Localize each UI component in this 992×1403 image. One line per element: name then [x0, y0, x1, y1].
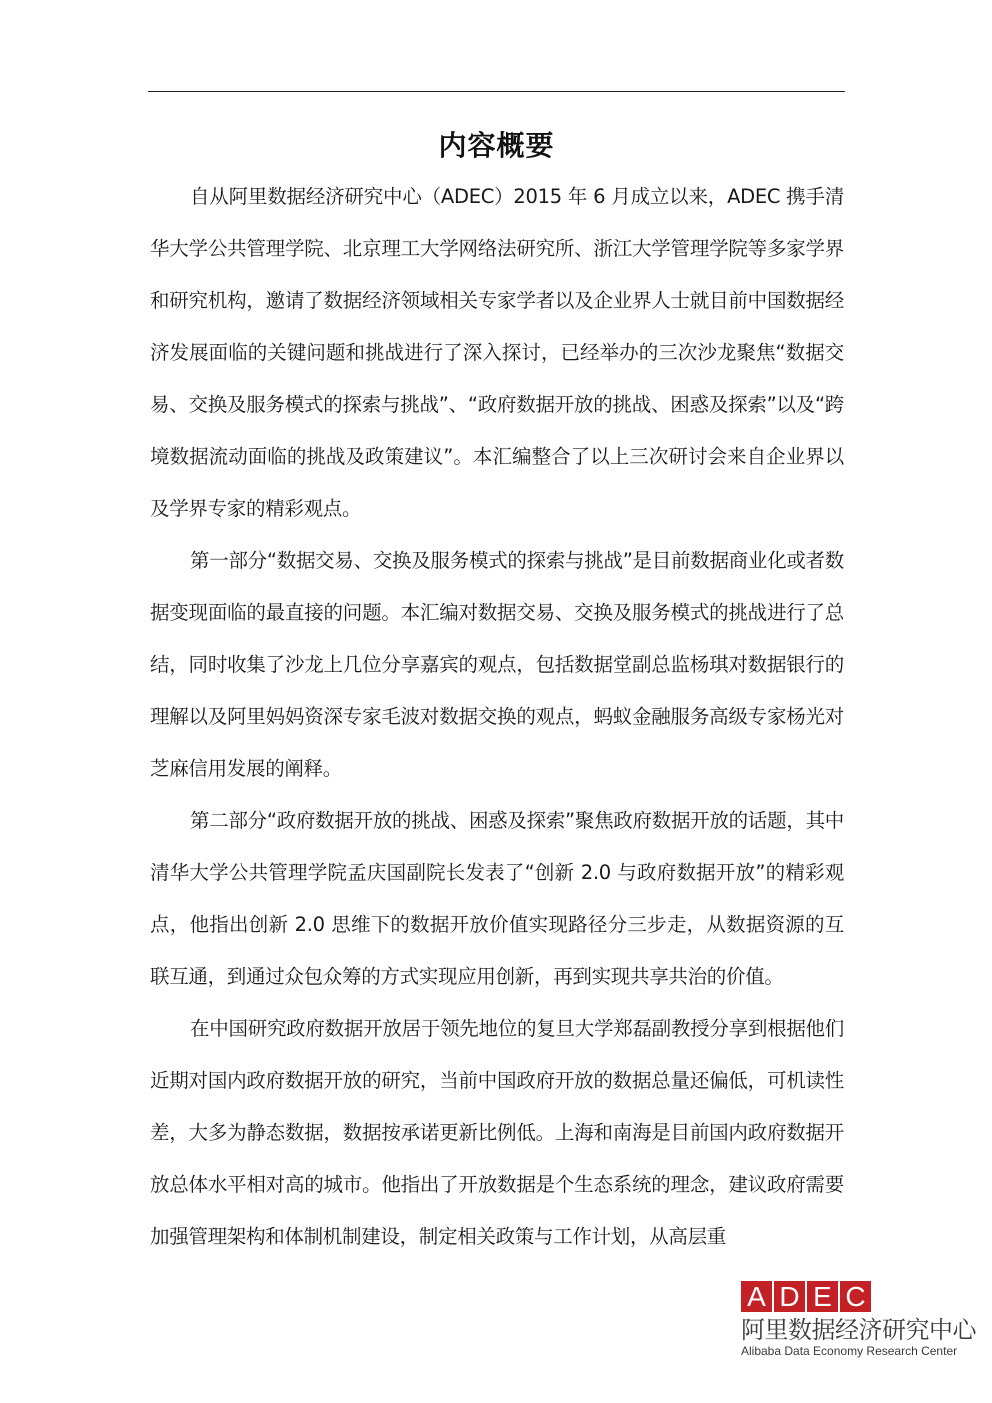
logo-name-english: Alibaba Data Economy Research Center	[741, 1344, 958, 1358]
paragraph-part-one: 第一部分“数据交易、交换及服务模式的探索与挑战”是目前数据商业化或者数据变现面临的最直接的问题。本汇编对数据交易、交换及服务模式的挑战进行了总结，同时收集了沙龙上几位分享嘉宾的观点，包括数据堂副总监杨琪对数据银行的理解以及阿里妈妈资深专家毛波对数据交换的观点，蚂蚁金融服务高级专家杨光对芝麻信用发展的阐释。	[150, 549, 844, 780]
paragraph-intro: 自从阿里数据经济研究中心（ADEC）2015 年 6 月成立以来，ADEC 携手清华大学公共管理学院、北京理工大学网络法研究所、浙江大学管理学院等多家学界和研究机构，邀请了数据经济领域相关专家学者以及企业界人士就目前中国数据经济发展面临的关键问题和挑战进行了深入探讨，已经举办的三次沙龙聚焦“数据交易、交换及服务模式的探索与挑战”、“政府数据开放的挑战、困惑及探索”以及“跨境数据流动面临的挑战及政策建议”。本汇编整合了以上三次研讨会来自企业界以及学界专家的精彩观点。	[150, 185, 844, 520]
logo-name-chinese: 阿里数据经济研究中心	[741, 1316, 976, 1344]
logo-letter-boxes	[741, 1281, 981, 1312]
paragraph-part-two: 第二部分“政府数据开放的挑战、困惑及探索”聚焦政府数据开放的话题，其中清华大学公共管理学院孟庆国副院长发表了“创新 2.0 与政府数据开放”的精彩观点，他指出创新 2.0 思维下的数据开放价值实现路径分三步走，从数据资源的互联互通，到通过众包众筹的方式实现应用创新，再到实现共享共治的价值。	[150, 809, 844, 988]
header-rule	[148, 91, 845, 92]
logo-letter-a: A	[741, 1281, 772, 1312]
summary-body	[150, 171, 844, 1263]
logo-letter-e: E	[807, 1281, 838, 1312]
page-title: 内容概要	[438, 129, 555, 162]
adec-logo	[741, 1281, 981, 1358]
logo-letter-c: C	[840, 1281, 871, 1312]
logo-letter-d: D	[774, 1281, 805, 1312]
paragraph-fudan: 在中国研究政府数据开放居于领先地位的复旦大学郑磊副教授分享到根据他们近期对国内政府数据开放的研究，当前中国政府开放的数据总量还偏低，可机读性差，大多为静态数据，数据按承诺更新比例低。上海和南海是目前国内政府数据开放总体水平相对高的城市。他指出了开放数据是个生态系统的理念，建议政府需要加强管理架构和体制机制建设，制定相关政策与工作计划，从高层重	[150, 1017, 844, 1248]
